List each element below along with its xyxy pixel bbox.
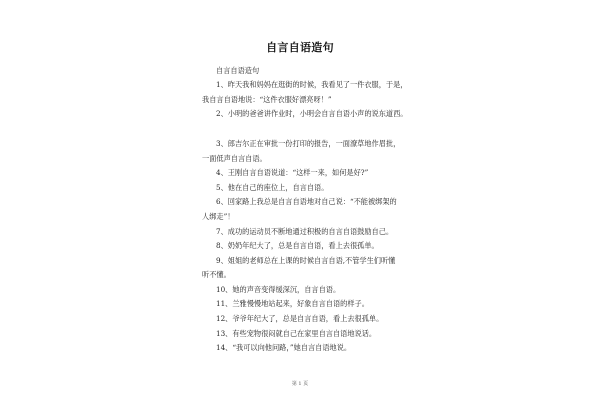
text-line: 11、兰雅慢慢地站起来，好象自言自语的样子。 [216, 299, 369, 308]
text-line: 6、回家路上我总是自言自语地对自己说：“不能被绑架的 [216, 197, 397, 206]
document-subtitle: 自言自语造句 [216, 66, 260, 75]
page-number: 第 1 页 [291, 381, 309, 387]
text-line: 14、“我可以向他问路，”她自言自语地说。 [216, 343, 352, 352]
text-line: 9、姐姐的老师总在上课的时候自言自语,不管学生们听懂 [216, 256, 396, 265]
text-line: 2、小明的爸爸讲作业时，小明会自言自语小声的说东道西。 [216, 109, 408, 118]
text-line: 7、成功的运动员不断地通过积极的自言自语鼓励自己。 [216, 227, 394, 236]
text-line: 1、昨天我和妈妈在逛街的时候，我看见了一件衣服，于是， [216, 80, 408, 89]
text-line: 听不懂。 [202, 270, 231, 279]
text-line: 4、王刚自言自语说道：“这样一来，如何是好?” [216, 168, 369, 177]
text-line: 一面低声自言自语。 [202, 154, 267, 163]
document-title: 自言自语造句 [266, 41, 334, 54]
text-line: 3、郎吉尔正在审批一份打印的报告，一面潦草地作眉批， [216, 139, 401, 148]
text-line: 10、她的声音变得缓深沉，自言自语。 [216, 285, 341, 294]
text-line: 8、奶奶年纪大了，总是自言自语，看上去很孤单。 [216, 241, 379, 250]
text-line: 13、有些宠物很闷就自己在家里自言自语地说话。 [216, 329, 377, 338]
text-line: 12、爷爷年纪大了，总是自言自语，看上去很孤单。 [216, 314, 384, 323]
text-line: 5、他在自己的座位上，自言自语。 [216, 183, 329, 192]
text-line: 我自言自语地说：“这件衣服好漂亮呀！” [202, 95, 332, 104]
text-line: 人绑走”！ [202, 212, 235, 221]
